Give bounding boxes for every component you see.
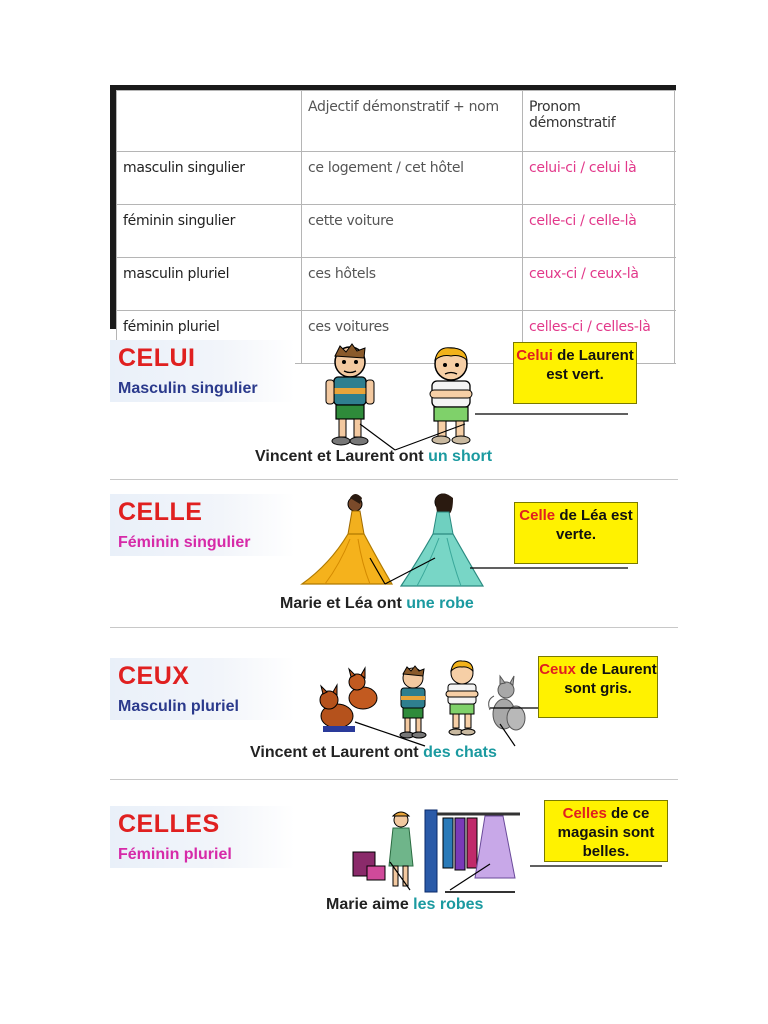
callout-box <box>544 800 668 862</box>
table-cell-adjective: ces hôtels <box>302 258 523 311</box>
callout-pronoun: Celui <box>516 347 553 364</box>
section-caption <box>326 896 483 914</box>
caption-text: Marie aime <box>326 896 414 913</box>
section-celles <box>110 806 678 921</box>
caption-text: Vincent et Laurent ont <box>255 448 429 465</box>
table-row <box>117 152 677 205</box>
table-cell-adjective: ces voitures <box>302 311 523 364</box>
table-cell-gender: masculin pluriel <box>117 258 302 311</box>
table-header-cell: Pronom démonstratif <box>523 91 675 152</box>
callout-box <box>538 656 658 718</box>
table-header-cell: Adjectif démonstratif + nom <box>302 91 523 152</box>
table-row <box>117 258 677 311</box>
table-cell-gender: masculin singulier <box>117 152 302 205</box>
demonstratives-table <box>116 90 676 364</box>
callout-pronoun: Celle <box>519 507 556 524</box>
table-cell-pronoun: ceux-ci / ceux-là <box>523 258 675 311</box>
demonstratives-table-frame <box>110 85 676 335</box>
table-cell-gender: féminin singulier <box>117 205 302 258</box>
section-title: CEUX <box>118 662 190 690</box>
section-ceux <box>110 658 678 773</box>
section-subtitle: Féminin pluriel <box>118 846 232 863</box>
caption-highlight: des chats <box>423 744 497 761</box>
section-title: CELLES <box>118 810 220 838</box>
section-divider <box>110 627 678 628</box>
table-header-row <box>117 91 677 152</box>
caption-highlight: les robes <box>413 896 484 913</box>
callout-pronoun: Celles <box>562 805 607 822</box>
table-cell-adjective: cette voiture <box>302 205 523 258</box>
section-title: CELLE <box>118 498 203 526</box>
section-subtitle: Masculin singulier <box>118 380 258 397</box>
table-row <box>117 205 677 258</box>
callout-text: de Léa est verte. <box>555 507 633 543</box>
callout-pronoun: Ceux <box>539 661 576 678</box>
caption-highlight: une robe <box>406 595 474 612</box>
table-header-cell <box>117 91 302 152</box>
section-subtitle: Féminin singulier <box>118 534 251 551</box>
section-divider <box>110 479 678 480</box>
section-subtitle: Masculin pluriel <box>118 698 239 715</box>
section-celui <box>110 340 678 475</box>
callout-text: de ce magasin sont belles. <box>557 805 655 860</box>
caption-highlight: un short <box>428 448 493 465</box>
callout-text: de Laurent sont gris. <box>564 661 657 697</box>
section-celle <box>110 494 678 624</box>
callout-box <box>513 342 637 404</box>
caption-text: Vincent et Laurent ont <box>250 744 424 761</box>
table-cell-pronoun: celui-ci / celui là <box>523 152 675 205</box>
callout-text: de Laurent est vert. <box>546 347 634 383</box>
caption-text: Marie et Léa ont <box>280 595 407 612</box>
callout-box <box>514 502 638 564</box>
table-cell-adjective: ce logement / cet hôtel <box>302 152 523 205</box>
table-cell-gender: féminin pluriel <box>117 311 302 364</box>
table-cell-pronoun: celle-ci / celle-là <box>523 205 675 258</box>
section-caption <box>280 595 474 613</box>
table-cell-pronoun: celles-ci / celles-là <box>523 311 675 364</box>
section-caption <box>250 744 497 762</box>
section-caption <box>255 448 492 466</box>
section-title: CELUI <box>118 344 196 372</box>
section-divider <box>110 779 678 780</box>
